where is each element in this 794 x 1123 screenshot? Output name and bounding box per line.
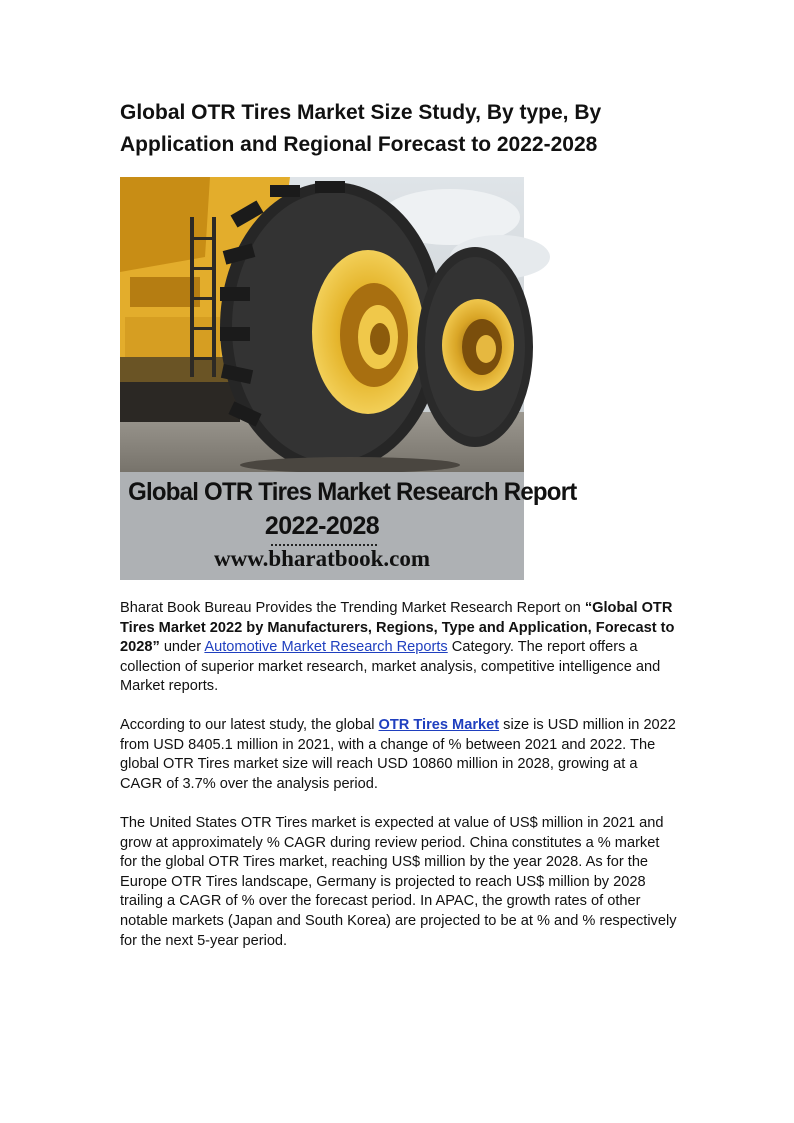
cover-caption-band xyxy=(120,472,577,580)
market-lead-text: According to our latest study, the global xyxy=(120,717,379,733)
intro-lead-text: Bharat Book Bureau Provides the Trending Market Research Report on xyxy=(120,600,585,616)
market-size-paragraph xyxy=(120,716,680,794)
otr-tires-market-link[interactable]: OTR Tires Market xyxy=(378,717,500,733)
intro-tail-text: Category. The report offers a collection of superior market research, market analysis, competitive intelligence and Market reports. xyxy=(120,639,661,695)
page-title: Global OTR Tires Market Size Study, By type, By Application and Regional Forecast to 2022-2028 xyxy=(120,101,602,156)
cover-caption-website: www.bharatbook.com xyxy=(214,546,430,571)
cover-caption-title: Global OTR Tires Market Research Report xyxy=(128,478,577,506)
regional-outlook-paragraph: The United States OTR Tires market is expected at value of US$ million in 2021 and grow at approximately % CAGR during review period. China constitutes a % market for the global OTR Tires market, reaching US$ million by the year 2028. As for the Europe OTR Tires landscape, Germany is projected to reach US$ million by 2028 trailing a CAGR of % over the forecast period. In APAC, the growth rates of other notable markets (Japan and South Korea) are projected to be at % and % respectively for the next 5-year period. xyxy=(120,815,677,949)
report-title-bold: “Global OTR Tires Market 2022 by Manufacturers, Regions, Type and Application, Forecast to 2028” xyxy=(120,600,675,656)
automotive-reports-link[interactable]: Automotive Market Research Reports xyxy=(204,639,448,656)
intro-paragraph xyxy=(120,599,680,697)
report-cover-image xyxy=(120,177,577,580)
otr-tires-photo xyxy=(120,177,524,472)
intro-under-text: under xyxy=(159,639,205,656)
market-tail-text: size is USD million in 2022 from USD 8405.1 million in 2021, with a change of % between 2021 and 2022. The global OTR Tires market size will reach USD 10860 million in 2028, growing at a CAGR of 3.7% over the analysis period. xyxy=(120,717,676,792)
cover-caption-years: 2022-2028 xyxy=(264,512,380,540)
